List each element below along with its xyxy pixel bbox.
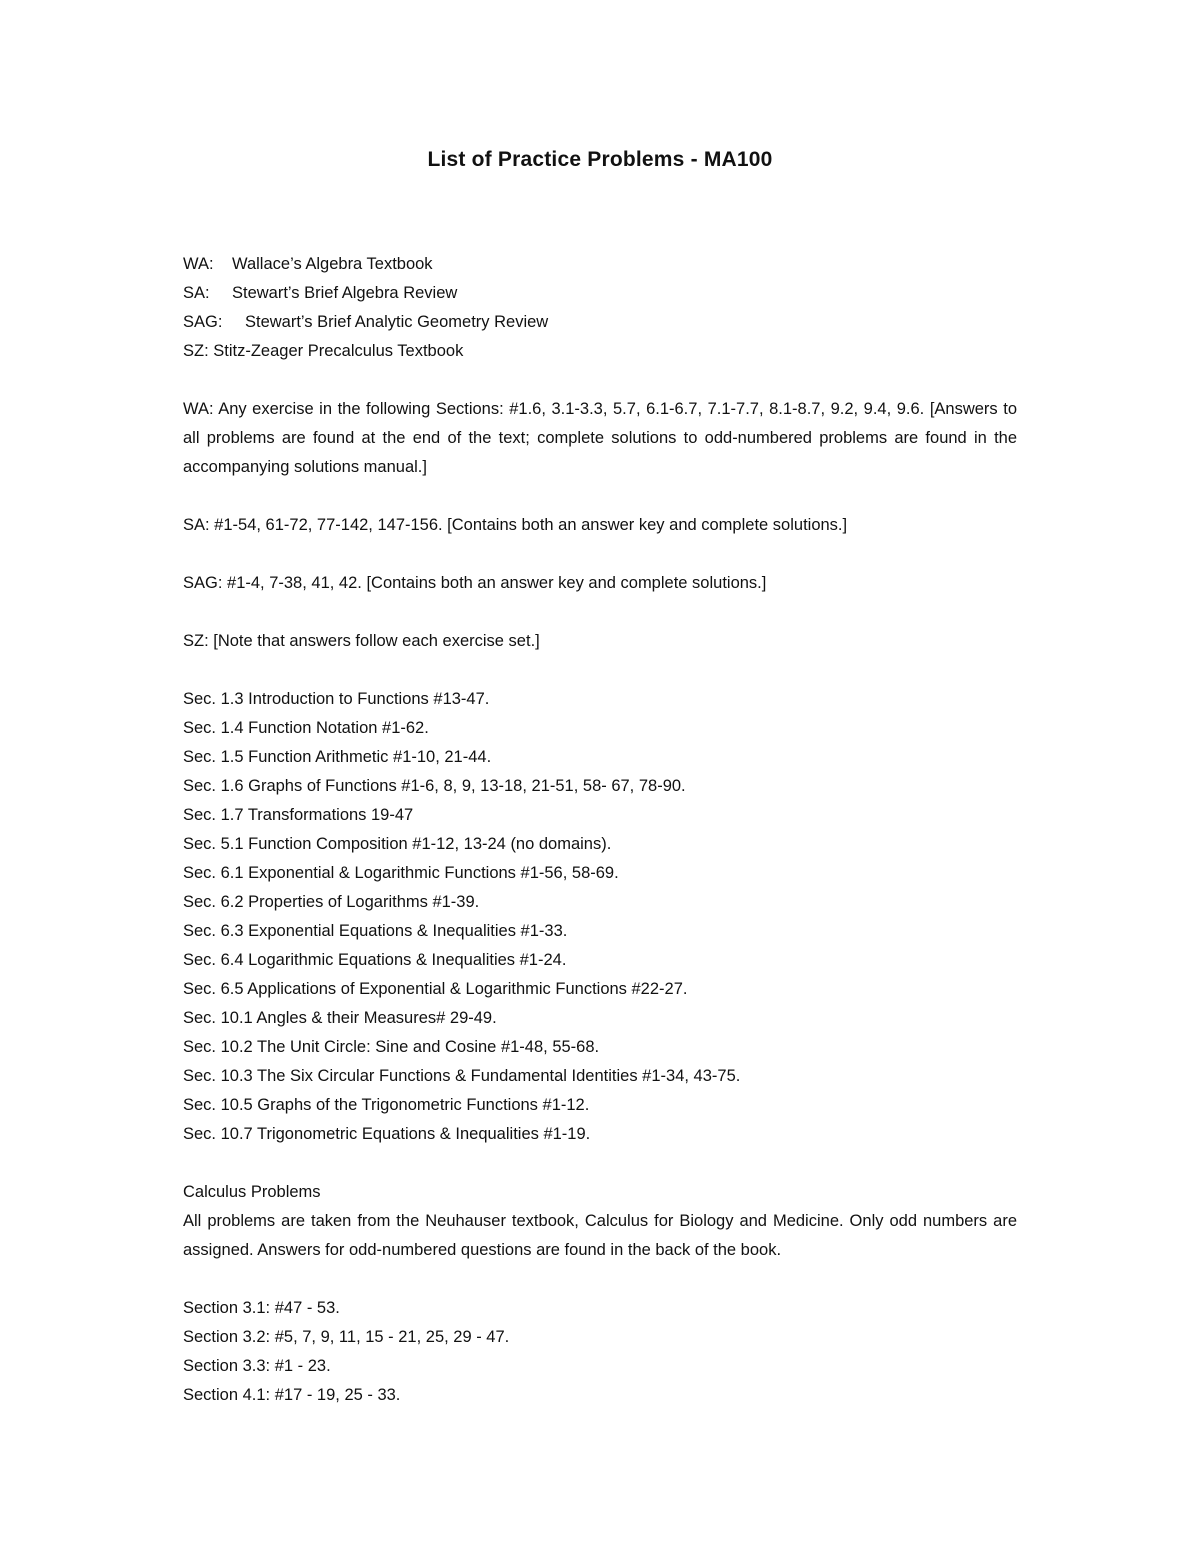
list-item: Sec. 5.1 Function Composition #1-12, 13-24 (no domains). bbox=[183, 835, 612, 853]
list-item: Sec. 6.2 Properties of Logarithms #1-39. bbox=[183, 893, 480, 911]
list-item: Sec. 6.3 Exponential Equations & Inequalities #1-33. bbox=[183, 922, 568, 940]
source-name: Stewart’s Brief Analytic Geometry Review bbox=[245, 313, 549, 331]
list-item: Sec. 10.3 The Six Circular Functions & Fundamental Identities #1-34, 43-75. bbox=[183, 1067, 741, 1085]
sag-line: SAG: #1-4, 7-38, 41, 42. [Contains both an answer key and complete solutions.] bbox=[183, 574, 767, 592]
wa-paragraph: WA: Any exercise in the following Sections: #1.6, 3.1-3.3, 5.7, 6.1-6.7, 7.1-7.7, 8.1-8.7, 9.2, 9.4, 9.6. [Answers to all problems are found at the end of the text; complete solutions to odd-numbered problems are found in the accompanying solutions manual.] bbox=[183, 400, 1017, 476]
source-line-wa bbox=[183, 250, 1017, 279]
source-abbr: WA: bbox=[183, 255, 214, 273]
source-abbr: SA: bbox=[183, 284, 210, 302]
list-item: Sec. 1.3 Introduction to Functions #13-47. bbox=[183, 690, 490, 708]
list-item: Section 4.1: #17 - 19, 25 - 33. bbox=[183, 1386, 401, 1404]
source-name: Stewart’s Brief Algebra Review bbox=[232, 284, 458, 302]
page-title: List of Practice Problems - MA100 bbox=[427, 148, 773, 171]
list-item: Section 3.2: #5, 7, 9, 11, 15 - 21, 25, 29 - 47. bbox=[183, 1328, 510, 1346]
source-name: Wallace’s Algebra Textbook bbox=[232, 255, 433, 273]
list-item: Section 3.1: #47 - 53. bbox=[183, 1299, 340, 1317]
list-item: Sec. 6.5 Applications of Exponential & Logarithmic Functions #22-27. bbox=[183, 980, 688, 998]
sz-line: SZ: [Note that answers follow each exercise set.] bbox=[183, 632, 540, 650]
calculus-paragraph: All problems are taken from the Neuhauser textbook, Calculus for Biology and Medicine. Only odd numbers are assigned. Answers for odd-numbered questions are found in the back of the book. bbox=[183, 1212, 1017, 1259]
list-item: Sec. 10.2 The Unit Circle: Sine and Cosine #1-48, 55-68. bbox=[183, 1038, 600, 1056]
list-item: Sec. 1.5 Function Arithmetic #1-10, 21-44. bbox=[183, 748, 492, 766]
sa-line: SA: #1-54, 61-72, 77-142, 147-156. [Contains both an answer key and complete solutions.] bbox=[183, 516, 848, 534]
source-abbr: SZ: bbox=[183, 342, 209, 360]
list-item: Section 3.3: #1 - 23. bbox=[183, 1357, 331, 1375]
source-line-sz bbox=[183, 337, 1017, 366]
source-abbr: SAG: bbox=[183, 313, 223, 331]
list-item: Sec. 6.4 Logarithmic Equations & Inequalities #1-24. bbox=[183, 951, 567, 969]
document-body bbox=[183, 250, 1017, 1410]
list-item: Sec. 1.7 Transformations 19-47 bbox=[183, 806, 414, 824]
calculus-section-list bbox=[183, 1294, 1017, 1410]
list-item: Sec. 1.6 Graphs of Functions #1-6, 8, 9, 13-18, 21-51, 58- 67, 78-90. bbox=[183, 777, 686, 795]
source-line-sag bbox=[183, 308, 1017, 337]
list-item: Sec. 10.5 Graphs of the Trigonometric Functions #1-12. bbox=[183, 1096, 590, 1114]
list-item: Sec. 10.7 Trigonometric Equations & Inequalities #1-19. bbox=[183, 1125, 591, 1143]
list-item: Sec. 10.1 Angles & their Measures# 29-49. bbox=[183, 1009, 497, 1027]
source-line-sa bbox=[183, 279, 1017, 308]
source-name: Stitz-Zeager Precalculus Textbook bbox=[213, 342, 464, 360]
calculus-heading: Calculus Problems bbox=[183, 1183, 321, 1201]
list-item: Sec. 6.1 Exponential & Logarithmic Functions #1-56, 58-69. bbox=[183, 864, 619, 882]
list-item: Sec. 1.4 Function Notation #1-62. bbox=[183, 719, 429, 737]
sz-section-list bbox=[183, 685, 1017, 1149]
